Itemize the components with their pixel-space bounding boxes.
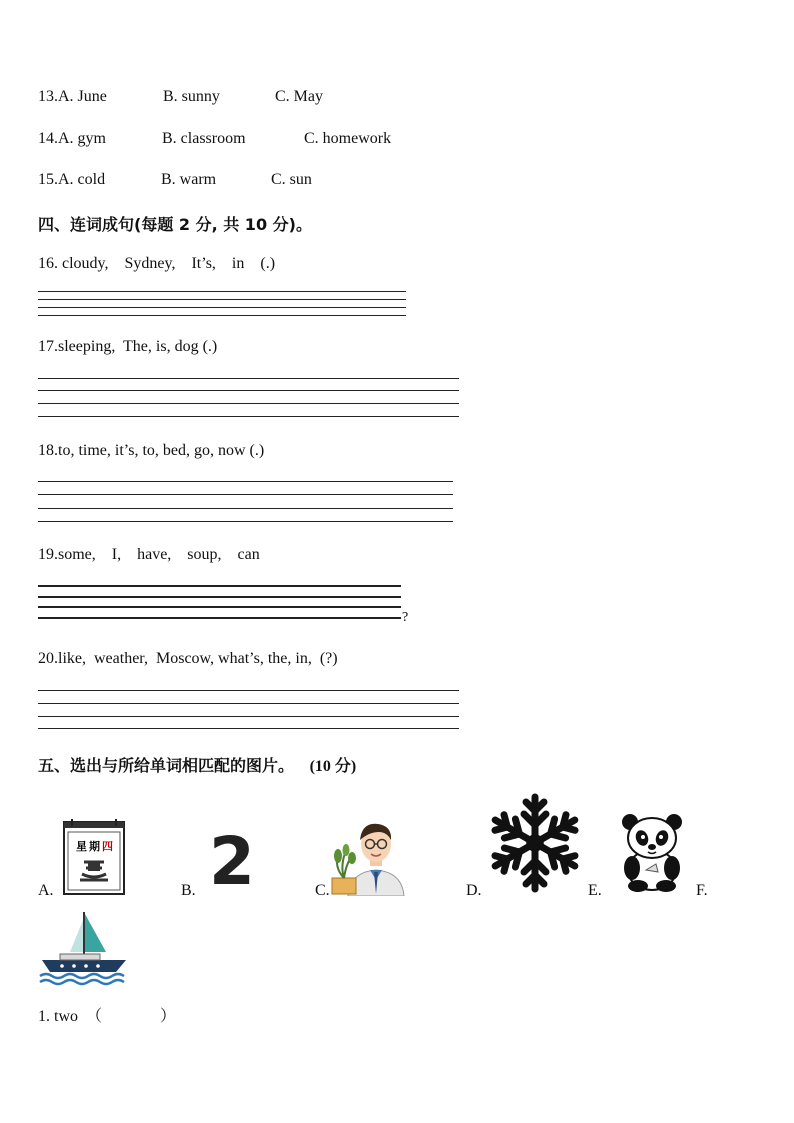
writing-line [38,508,453,509]
calendar-picture [62,818,126,896]
question-number: 13. [38,88,58,105]
option-c: C. sun [271,171,312,188]
section-5-title [38,753,356,776]
question-20: 20.like, weather, Moscow, what’s, the, in, (?) [38,650,338,667]
panda-icon [618,812,686,892]
snowflake-picture [484,790,586,896]
writing-line [38,307,406,308]
question-14 [38,130,106,148]
writing-line [38,416,459,417]
writing-line [38,728,459,729]
question-number: 14. [38,130,58,147]
section-5-score: (10 分) [309,758,357,775]
option-c: C. homework [304,130,392,147]
digit-two: 2 [209,828,255,892]
question-16: 16. cloudy, Sydney, It’s, in (.) [38,255,276,272]
writing-line [38,299,406,300]
question-text: 1. two [38,1008,78,1025]
teacher-picture [330,814,412,896]
writing-line [38,494,453,495]
sailboat-icon [38,908,132,988]
option-c: C. May [275,88,323,105]
writing-line [38,703,459,704]
writing-line [38,585,401,587]
teacher-icon [330,814,412,896]
number-two-picture [204,828,260,892]
section-5-title-text: 五、选出与所给单词相匹配的图片。 [38,756,295,775]
answer-paren-open: （ [86,1008,103,1025]
number-two-icon [204,828,260,892]
option-a: A. June [58,88,107,105]
calendar-icon [62,818,126,896]
panda-picture [618,812,686,892]
question-mark: ? [402,610,409,625]
label-f: F. [696,882,708,899]
writing-line [38,481,453,482]
question-17: 17.sleeping, The, is, dog (.) [38,338,218,355]
calendar-char-1: 星 [76,840,87,853]
label-c: C. [315,882,330,899]
writing-line [38,716,459,717]
writing-line [38,403,459,404]
answer-paren-close: ） [160,1008,177,1025]
question-13 [38,88,107,106]
option-a: A. gym [58,130,106,147]
label-a: A. [38,882,54,899]
writing-line [38,606,401,608]
writing-line [38,390,459,391]
option-b: B. sunny [163,88,220,105]
writing-line [38,690,459,691]
writing-line [38,315,406,316]
writing-line [38,521,453,522]
label-b: B. [181,882,196,899]
option-a: A. cold [58,171,106,188]
writing-line [38,617,401,619]
question-19: 19.some, I, have, soup, can [38,546,260,563]
option-b: B. warm [161,171,217,188]
label-d: D. [466,882,482,899]
option-b: B. classroom [162,130,246,147]
calendar-char-2: 期 [89,840,100,853]
matching-question-1 [38,1003,176,1026]
writing-line [38,291,406,292]
writing-line [38,596,401,598]
question-15 [38,171,105,189]
section-4-title: 四、连词成句(每题 2 分, 共 10 分)。 [38,215,312,234]
calendar-char-3: 四 [102,840,113,853]
question-18: 18.to, time, it’s, to, bed, go, now (.) [38,442,265,459]
label-e: E. [588,882,602,899]
question-number: 15. [38,171,58,188]
snowflake-icon [484,790,586,896]
writing-line [38,378,459,379]
sailboat-picture [38,908,132,988]
